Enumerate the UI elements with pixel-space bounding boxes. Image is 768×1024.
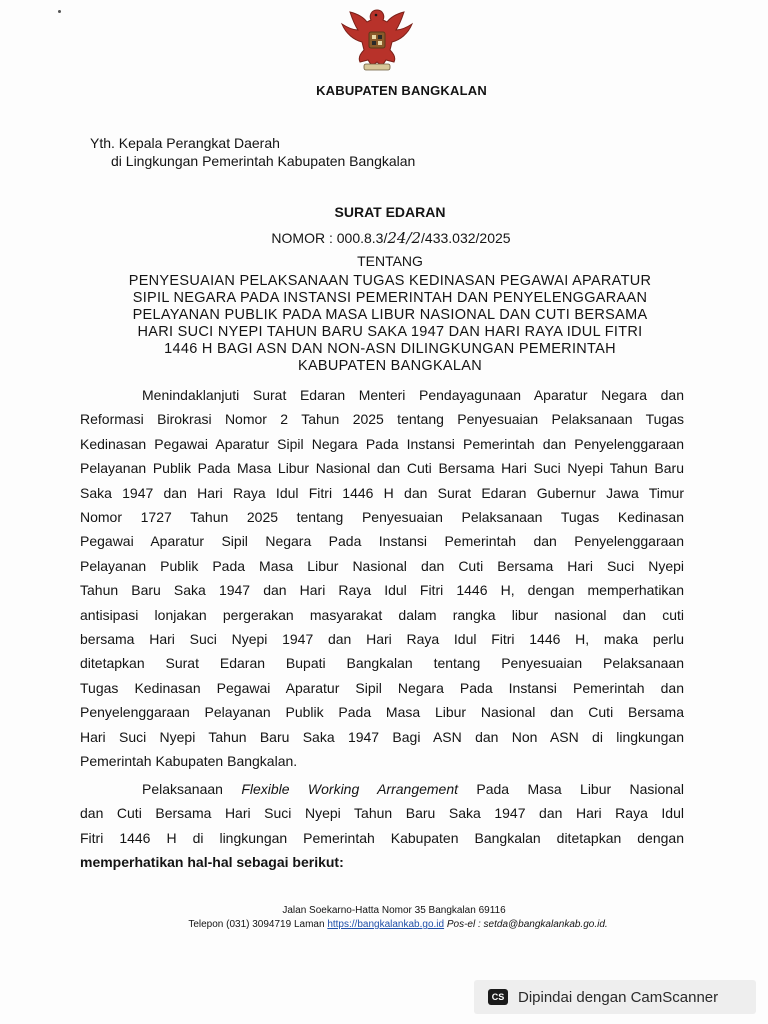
addressee-line-1: Yth. Kepala Perangkat Daerah <box>90 135 280 151</box>
body-line: Tugas Kedinasan Pegawai Aparatur Sipil Negara Pada Instansi Pemerintah dan <box>80 679 684 696</box>
footer-contact <box>0 919 768 930</box>
camscanner-logo-icon: CS <box>488 989 508 1005</box>
footer-phone: Telepon (031) 3094719 Laman <box>188 919 328 930</box>
subject-line: SIPIL NEGARA PADA INSTANSI PEMERINTAH DAN PENYELENGGARAAN <box>132 290 648 306</box>
body-line: Pegawai Aparatur Sipil Negara Pada Instansi Pemerintah dan Penyelenggaraan <box>80 533 684 550</box>
body-line: Kedinasan Pegawai Aparatur Sipil Negara Pada Instansi Pemerintah dan Penyelenggaraan <box>80 435 684 452</box>
body-line: Pelayanan Publik Pada Masa Libur Nasional dan Cuti Bersama Hari Suci Nyepi <box>80 557 684 574</box>
addressee-line-2: di Lingkungan Pemerintah Kabupaten Bangkalan <box>111 153 416 169</box>
body-line: bersama Hari Suci Nyepi 1947 dan Hari Raya Idul Fitri 1446 H, maka perlu <box>80 631 684 648</box>
body-line-first <box>80 777 684 801</box>
subject-line: HARI SUCI NYEPI TAHUN BARU SAKA 1947 DAN HARI RAYA IDUL FITRI <box>137 324 643 340</box>
body-line: Tahun Baru Saka 1947 dan Hari Raya Idul Fitri 1446 H, dengan memperhatikan <box>80 582 684 599</box>
institution-heading: KABUPATEN BANGKALAN <box>316 83 487 98</box>
document-type-title: SURAT EDARAN <box>334 204 446 220</box>
body-line: ditetapkan Surat Edaran Bupati Bangkalan tentang Penyesuaian Pelaksanaan <box>80 655 684 672</box>
footer-email-label: Pos-el : <box>444 919 484 930</box>
subject-line: KABUPATEN BANGKALAN <box>297 358 483 374</box>
document-number <box>0 229 768 247</box>
body-line: Nomor 1727 Tahun 2025 tentang Penyesuaian Pelaksanaan Tugas Kedinasan <box>80 509 684 526</box>
subject-line: 1446 H BAGI ASN DAN NON-ASN DILINGKUNGAN PEMERINTAH <box>164 341 616 357</box>
first-line-rest: Pada Masa Libur Nasional <box>458 781 684 797</box>
footer-address: Jalan Soekarno-Hatta Nomor 35 Bangkalan 69116 <box>282 905 506 916</box>
tentang-label: TENTANG <box>357 253 423 269</box>
addressee-block <box>90 134 415 170</box>
document-number-handwritten: 24/2 <box>387 229 422 247</box>
footer-website-link[interactable]: https://bangkalankab.go.id <box>327 919 445 930</box>
lead-text: Pelaksanaan <box>142 781 242 797</box>
document-number-prefix: NOMOR : 000.8.3/ <box>271 230 388 246</box>
body-line: Saka 1947 dan Hari Raya Idul Fitri 1446 H dan Surat Edaran Gubernur Jawa Timur <box>80 484 684 501</box>
body-line: Pelayanan Publik Pada Masa Libur Nasional dan Cuti Bersama Hari Suci Nyepi Tahun Baru <box>80 460 684 477</box>
body-line: Fitri 1446 H di lingkungan Pemerintah Kabupaten Bangkalan ditetapkan dengan <box>80 829 684 846</box>
body-line: antisipasi lonjakan pergerakan masyarakat dalam rangka libur nasional dan cuti <box>80 606 684 623</box>
garuda-emblem-icon <box>336 4 418 74</box>
scan-speck <box>58 10 61 13</box>
document-number-suffix: /433.032/2025 <box>421 230 511 246</box>
body-line: memperhatikan hal-hal sebagai berikut: <box>80 854 344 871</box>
subject-line: PENYESUAIAN PELAKSANAAN TUGAS KEDINASAN PEGAWAI APARATUR <box>128 273 652 289</box>
camscanner-watermark <box>474 980 756 1014</box>
body-line: Menindaklanjuti Surat Edaran Menteri Pendayagunaan Aparatur Negara dan <box>142 387 684 403</box>
body-line: Reformasi Birokrasi Nomor 2 Tahun 2025 tentang Penyesuaian Pelaksanaan Tugas <box>80 411 684 428</box>
body-paragraph-1 <box>80 383 684 774</box>
camscanner-text: Dipindai dengan CamScanner <box>518 988 719 1006</box>
emphasis-text: Flexible Working Arrangement <box>241 781 459 797</box>
footer-email[interactable]: setda@bangkalankab.go.id. <box>483 919 608 930</box>
body-paragraph-2 <box>80 777 684 875</box>
subject-line: PELAYANAN PUBLIK PADA MASA LIBUR NASIONAL DAN CUTI BERSAMA <box>132 307 648 323</box>
subject-block <box>80 273 700 375</box>
body-line: Hari Suci Nyepi Tahun Baru Saka 1947 Bagi ASN dan Non ASN di lingkungan <box>80 728 684 745</box>
body-line: Penyelenggaraan Pelayanan Publik Pada Masa Libur Nasional dan Cuti Bersama <box>80 704 684 721</box>
body-line: dan Cuti Bersama Hari Suci Nyepi Tahun Baru Saka 1947 dan Hari Raya Idul <box>80 805 684 822</box>
body-line: Pemerintah Kabupaten Bangkalan. <box>80 753 298 770</box>
